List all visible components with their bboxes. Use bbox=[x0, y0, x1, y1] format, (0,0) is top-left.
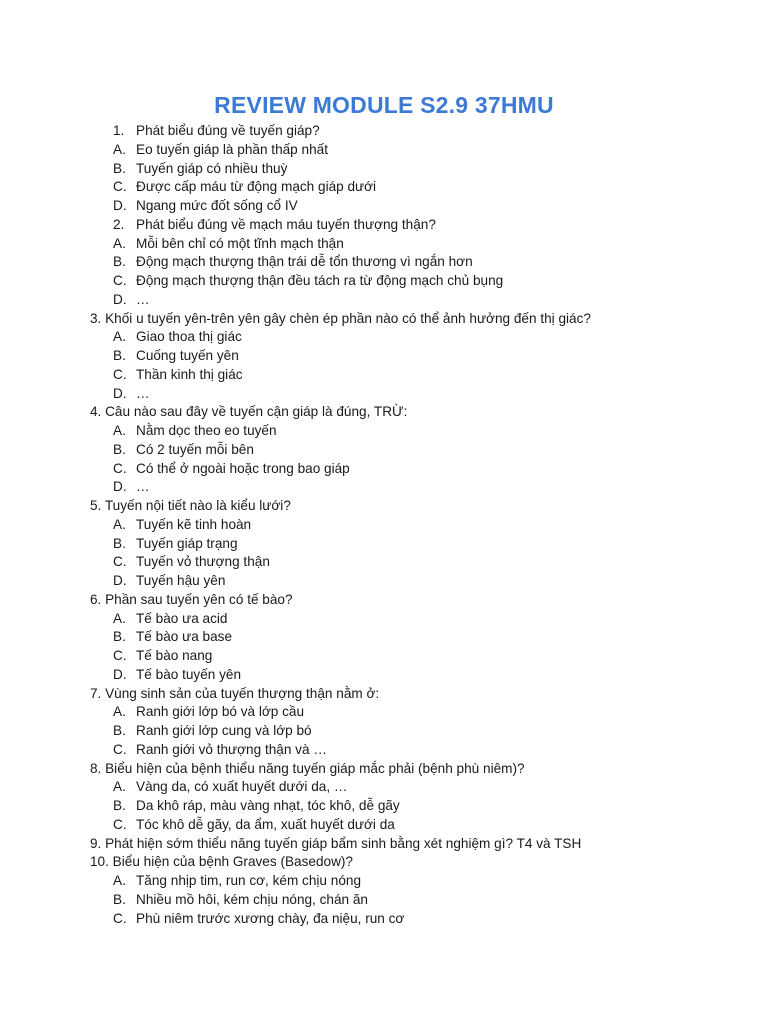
option-text: Eo tuyến giáp là phần thấp nhất bbox=[136, 141, 328, 157]
question-line bbox=[0, 760, 768, 779]
option-letter: D. bbox=[113, 385, 127, 401]
question-line bbox=[0, 310, 768, 329]
question-line bbox=[0, 216, 768, 235]
answer-option bbox=[0, 366, 768, 385]
option-letter: B. bbox=[113, 723, 126, 738]
question-text: 4. Câu nào sau đây về tuyến cận giáp là đúng, TRỪ: bbox=[90, 404, 408, 420]
option-text: Giao thoa thị giác bbox=[136, 329, 242, 345]
answer-option bbox=[0, 441, 768, 460]
option-letter: B. bbox=[113, 891, 126, 907]
answer-option bbox=[0, 703, 768, 722]
option-letter: C. bbox=[113, 460, 127, 476]
answer-option bbox=[0, 197, 768, 216]
answer-option bbox=[0, 610, 768, 629]
question-text: Phát biểu đúng về mạch máu tuyến thượng thận? bbox=[136, 216, 436, 232]
question-text: Phát biểu đúng về tuyến giáp? bbox=[136, 123, 320, 138]
option-text: Tuyến vỏ thượng thận bbox=[136, 554, 270, 570]
option-text: Thần kinh thị giác bbox=[136, 366, 243, 382]
answer-option bbox=[0, 910, 768, 929]
option-letter: A. bbox=[113, 704, 126, 720]
option-text: Vàng da, có xuất huyết dưới da, … bbox=[136, 779, 348, 795]
option-text: Có 2 tuyến mỗi bên bbox=[136, 441, 254, 457]
option-text: Mỗi bên chỉ có một tĩnh mạch thận bbox=[136, 235, 344, 251]
answer-option bbox=[0, 872, 768, 891]
option-letter: C. bbox=[113, 648, 127, 663]
answer-option bbox=[0, 235, 768, 254]
answer-option bbox=[0, 741, 768, 760]
answer-option bbox=[0, 553, 768, 572]
option-letter: D. bbox=[113, 573, 127, 588]
answer-option bbox=[0, 253, 768, 272]
answer-option bbox=[0, 628, 768, 647]
answer-option bbox=[0, 272, 768, 291]
option-text: Có thể ở ngoài hoặc trong bao giáp bbox=[136, 460, 350, 476]
answer-option bbox=[0, 347, 768, 366]
option-letter: C. bbox=[113, 554, 127, 570]
answer-option bbox=[0, 722, 768, 741]
question-text: 8. Biểu hiện của bệnh thiểu năng tuyến giáp mắc phải (bệnh phù niêm)? bbox=[90, 760, 525, 776]
answer-option bbox=[0, 666, 768, 685]
option-text: Tóc khô dễ gãy, da ẩm, xuất huyết dưới da bbox=[136, 816, 395, 832]
answer-option bbox=[0, 797, 768, 816]
option-letter: C. bbox=[113, 741, 127, 757]
option-text: Động mạch thượng thận đều tách ra từ động mạch chủ bụng bbox=[136, 273, 504, 288]
option-letter: D. bbox=[113, 479, 127, 495]
answer-option bbox=[0, 478, 768, 497]
option-letter: C. bbox=[113, 910, 127, 926]
option-text: Tế bào tuyến yên bbox=[136, 666, 242, 682]
question-line bbox=[0, 497, 768, 516]
answer-option bbox=[0, 385, 768, 404]
question-text: 6. Phần sau tuyến yên có tế bào? bbox=[90, 591, 293, 607]
option-letter: C. bbox=[113, 273, 127, 288]
option-text: Được cấp máu từ động mạch giáp dưới bbox=[136, 179, 377, 195]
question-line bbox=[0, 685, 768, 704]
question-line bbox=[0, 591, 768, 610]
answer-option bbox=[0, 891, 768, 910]
answer-option bbox=[0, 816, 768, 835]
question-line bbox=[0, 853, 768, 872]
option-letter: C. bbox=[113, 366, 127, 382]
option-text: Tuyến giáp trạng bbox=[136, 535, 238, 551]
option-text: Phù niêm trước xương chày, đa niệu, run cơ bbox=[136, 910, 405, 926]
option-text: … bbox=[136, 291, 150, 307]
option-text: … bbox=[136, 479, 150, 495]
question-list bbox=[0, 122, 768, 928]
question-text: 5. Tuyến nội tiết nào là kiểu lưới? bbox=[90, 498, 291, 513]
answer-option bbox=[0, 178, 768, 197]
option-text: Tăng nhịp tim, run cơ, kém chịu nóng bbox=[136, 873, 362, 888]
question-text: 7. Vùng sinh sản của tuyến thượng thận nằm ở: bbox=[90, 685, 380, 701]
option-letter: B. bbox=[113, 348, 126, 363]
option-letter: A. bbox=[113, 235, 126, 251]
option-text: Tuyến hậu yên bbox=[136, 573, 226, 588]
option-letter: C. bbox=[113, 816, 127, 832]
option-letter: B. bbox=[113, 629, 126, 645]
option-letter: D. bbox=[113, 198, 127, 213]
option-text: Ranh giới vỏ thượng thận và … bbox=[136, 741, 327, 757]
option-letter: A. bbox=[113, 516, 126, 532]
page-title: REVIEW MODULE S2.9 37HMU bbox=[214, 92, 554, 118]
answer-option bbox=[0, 460, 768, 479]
option-text: Tuyến giáp có nhiều thuỳ bbox=[136, 160, 288, 176]
option-text: Tế bào ưa acid bbox=[136, 610, 228, 626]
option-text: Da khô ráp, màu vàng nhạt, tóc khô, dễ gãy bbox=[136, 798, 400, 813]
answer-option bbox=[0, 516, 768, 535]
option-letter: D. bbox=[113, 666, 127, 682]
question-number: 1. bbox=[113, 123, 125, 138]
option-text: Nằm dọc theo eo tuyến bbox=[136, 423, 277, 438]
option-text: … bbox=[136, 385, 150, 401]
question-text: 10. Biểu hiện của bệnh Graves (Basedow)? bbox=[90, 854, 353, 870]
question-line bbox=[0, 122, 768, 141]
question-text: 3. Khối u tuyến yên-trên yên gây chèn ép phần nào có thể ảnh hưởng đến thị giác? bbox=[90, 310, 591, 326]
option-letter: A. bbox=[113, 610, 126, 626]
question-line bbox=[0, 835, 768, 854]
option-text: Ranh giới lớp cung và lớp bó bbox=[136, 723, 312, 738]
option-text: Tuyến kẽ tinh hoàn bbox=[136, 516, 252, 532]
option-letter: A. bbox=[113, 423, 126, 438]
option-text: Tế bào ưa base bbox=[136, 629, 233, 645]
option-text: Động mạch thượng thận trái dễ tổn thương vì ngắn hơn bbox=[136, 254, 473, 270]
option-text: Ngang mức đốt sống cổ IV bbox=[136, 198, 298, 213]
answer-option bbox=[0, 422, 768, 441]
question-number: 2. bbox=[113, 216, 125, 232]
answer-option bbox=[0, 160, 768, 179]
answer-option bbox=[0, 778, 768, 797]
option-text: Cuống tuyến yên bbox=[136, 348, 239, 363]
option-letter: C. bbox=[113, 179, 127, 195]
answer-option bbox=[0, 291, 768, 310]
option-text: Ranh giới lớp bó và lớp cầu bbox=[136, 704, 305, 720]
question-line bbox=[0, 403, 768, 422]
option-letter: B. bbox=[113, 160, 126, 176]
option-letter: B. bbox=[113, 441, 126, 457]
question-text: 9. Phát hiện sớm thiểu năng tuyến giáp bẩm sinh bằng xét nghiệm gì? T4 và TSH bbox=[90, 835, 582, 851]
option-letter: A. bbox=[113, 329, 126, 345]
option-text: Nhiều mồ hôi, kém chịu nóng, chán ăn bbox=[136, 891, 368, 907]
option-letter: B. bbox=[113, 798, 126, 813]
option-letter: D. bbox=[113, 291, 127, 307]
option-letter: B. bbox=[113, 254, 126, 270]
answer-option bbox=[0, 647, 768, 666]
answer-option bbox=[0, 535, 768, 554]
answer-option bbox=[0, 141, 768, 160]
option-letter: B. bbox=[113, 535, 126, 551]
answer-option bbox=[0, 572, 768, 591]
answer-option bbox=[0, 328, 768, 347]
option-letter: A. bbox=[113, 873, 126, 888]
option-letter: A. bbox=[113, 779, 126, 795]
option-letter: A. bbox=[113, 141, 126, 157]
option-text: Tế bào nang bbox=[136, 648, 213, 663]
